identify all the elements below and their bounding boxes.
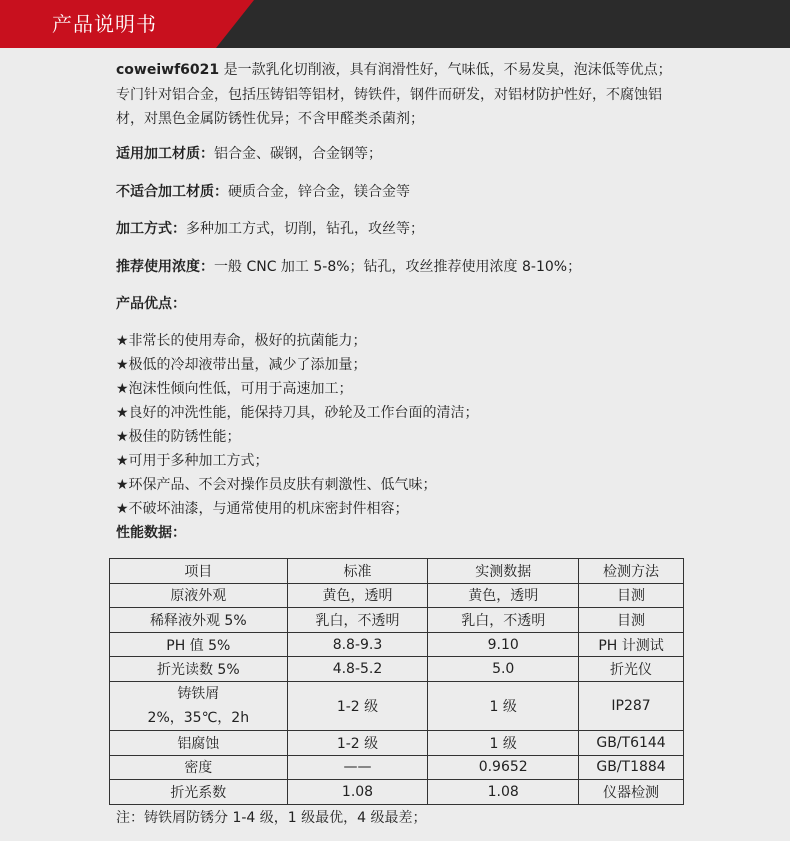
table-header-cell: 项目 xyxy=(110,559,288,584)
table-cell: IP287 xyxy=(579,681,684,730)
table-header-row xyxy=(110,559,684,584)
table-row xyxy=(110,755,684,780)
table-cell: 0.9652 xyxy=(428,755,579,780)
table-cell: 折光系数 xyxy=(110,780,288,805)
table-row xyxy=(110,657,684,682)
table-row xyxy=(110,730,684,755)
product-description xyxy=(116,58,776,541)
intro-text-2: 专门针对铝合金，包括压铸铝等铝材，铸铁件，钢件而研发，对铝材防护性好，不腐蚀铝 xyxy=(116,86,662,103)
table-cell: 铸铁屑 2%，35℃，2h xyxy=(110,681,288,730)
table-row xyxy=(110,681,684,730)
table-row xyxy=(110,780,684,805)
advantage-item: ★非常长的使用寿命，极好的抗菌能力； xyxy=(116,333,367,349)
table-row xyxy=(110,583,684,608)
advantage-item: ★不破坏油漆，与通常使用的机床密封件相容； xyxy=(116,501,409,517)
spec-applicable-materials: 适用加工材质：铝合金、碳钢，合金钢等； xyxy=(116,146,382,162)
intro-text-3: 材，对黑色金属防锈性优异；不含甲醛类杀菌剂； xyxy=(116,111,424,127)
table-cell: 1.08 xyxy=(287,780,428,805)
table-cell: 8.8-9.3 xyxy=(287,632,428,657)
spec-processing-methods: 加工方式：多种加工方式，切削，钻孔，攻丝等； xyxy=(116,221,424,237)
table-cell: —— xyxy=(287,755,428,780)
table-cell: 密度 xyxy=(110,755,288,780)
table-cell: 4.8-5.2 xyxy=(287,657,428,682)
table-cell: 原液外观 xyxy=(110,583,288,608)
table-cell: 1-2 级 xyxy=(287,730,428,755)
advantage-item: ★泡沫性倾向性低，可用于高速加工； xyxy=(116,381,353,397)
advantages-title: 产品优点： xyxy=(116,296,186,312)
table-cell: 目测 xyxy=(579,583,684,608)
table-cell: 目测 xyxy=(579,608,684,633)
table-note: 注：铸铁屑防锈分 1-4 级，1 级最优，4 级最差； xyxy=(116,810,427,826)
advantage-item: ★极佳的防锈性能； xyxy=(116,429,241,445)
table-cell: GB/T1884 xyxy=(579,755,684,780)
header-title: 产品说明书 xyxy=(52,12,157,36)
table-cell: 1.08 xyxy=(428,780,579,805)
table-cell: 5.0 xyxy=(428,657,579,682)
table-row xyxy=(110,632,684,657)
table-cell: 1-2 级 xyxy=(287,681,428,730)
table-cell: 铝腐蚀 xyxy=(110,730,288,755)
table-cell: PH 值 5% xyxy=(110,632,288,657)
table-cell: 折光仪 xyxy=(579,657,684,682)
spec-unsuitable-materials: 不适合加工材质：硬质合金，锌合金，镁合金等 xyxy=(116,184,410,200)
table-header-cell: 标准 xyxy=(287,559,428,584)
table-cell: GB/T6144 xyxy=(579,730,684,755)
advantage-item: ★可用于多种加工方式； xyxy=(116,453,269,469)
table-cell: 9.10 xyxy=(428,632,579,657)
advantage-item: ★良好的冲洗性能，能保持刀具，砂轮及工作台面的清洁； xyxy=(116,405,479,421)
page-header xyxy=(0,0,790,48)
table-cell: PH 计测试 xyxy=(579,632,684,657)
table-header-cell: 检测方法 xyxy=(579,559,684,584)
performance-title: 性能数据： xyxy=(116,525,186,541)
advantage-item: ★环保产品、不会对操作员皮肤有刺激性、低气味； xyxy=(116,477,437,493)
intro-paragraph xyxy=(116,58,776,132)
table-cell: 折光读数 5% xyxy=(110,657,288,682)
table-cell: 乳白，不透明 xyxy=(428,608,579,633)
table-cell: 黄色，透明 xyxy=(287,583,428,608)
table-cell: 稀释液外观 5% xyxy=(110,608,288,633)
spec-recommended-concentration: 推荐使用浓度：一般 CNC 加工 5-8%；钻孔，攻丝推荐使用浓度 8-10%； xyxy=(116,259,582,275)
table-cell: 1 级 xyxy=(428,730,579,755)
table-header-cell: 实测数据 xyxy=(428,559,579,584)
table-cell: 仪器检测 xyxy=(579,780,684,805)
brand-name: coweiwf6021 xyxy=(116,62,220,78)
cast-iron-condition: 2%，35℃，2h xyxy=(147,709,250,726)
performance-table xyxy=(109,558,684,805)
intro-text-1: 是一款乳化切削液，具有润滑性好，气味低，不易发臭，泡沫低等优点； xyxy=(219,62,672,78)
table-cell: 1 级 xyxy=(428,681,579,730)
advantage-item: ★极低的冷却液带出量，减少了添加量； xyxy=(116,357,367,373)
table-cell: 乳白，不透明 xyxy=(287,608,428,633)
table-cell: 黄色，透明 xyxy=(428,583,579,608)
table-row xyxy=(110,608,684,633)
